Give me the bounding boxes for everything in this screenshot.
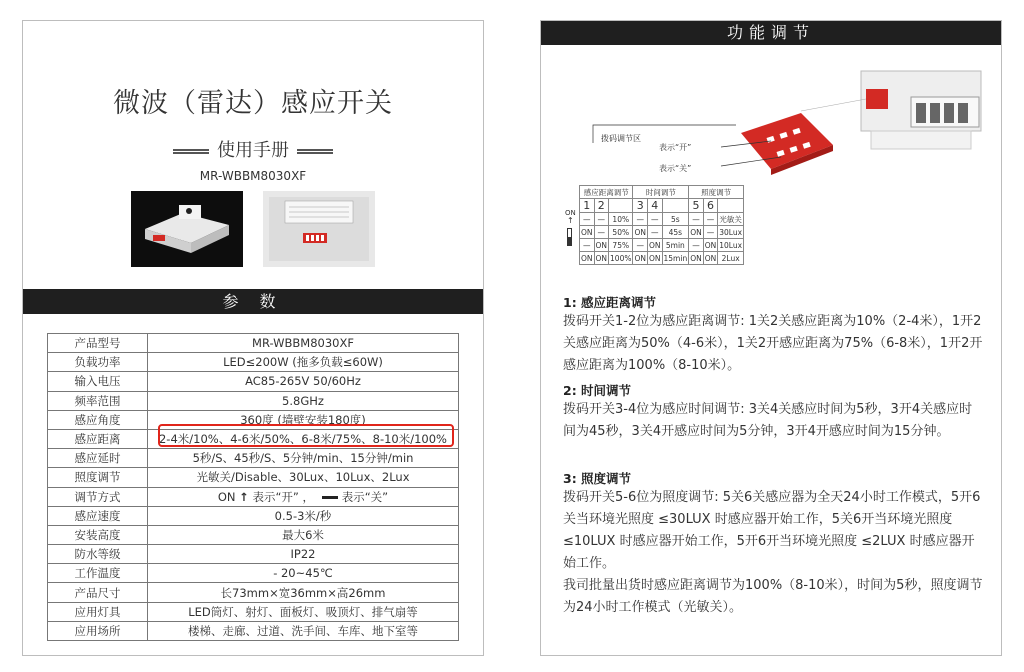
spec-row bbox=[48, 449, 459, 468]
on-meaning: 表示“开” bbox=[252, 489, 299, 504]
spec-value: 0.5-3米/秒 bbox=[148, 506, 459, 525]
section-1-text: 拨码开关1-2位为感应距离调节: 1关2关感应距离为10%（2-4米），1开2关感应距离为50%（4-6米），1关2开感应距离为75%（6-8米），1开2开感应距离为100%（8-10米）。 bbox=[563, 314, 983, 373]
spec-value: IP22 bbox=[148, 545, 459, 564]
spec-row bbox=[48, 391, 459, 410]
switch-graphic bbox=[567, 228, 572, 246]
separator: ， bbox=[302, 489, 315, 504]
spec-value: 5秒/S、45秒/S、5分钟/min、15分钟/min bbox=[148, 449, 459, 468]
spec-key: 感应速度 bbox=[48, 506, 148, 525]
spec-value: 360度 (墙壁安装180度) bbox=[148, 410, 459, 429]
dip-row bbox=[580, 252, 744, 265]
spec-value: 光敏关/Disable、30Lux、10Lux、2Lux bbox=[148, 468, 459, 487]
dip-cell: 光敏关 bbox=[719, 214, 742, 224]
dip-cell: — bbox=[594, 213, 609, 226]
switch-on-label: ON bbox=[565, 209, 576, 217]
dip-number bbox=[609, 199, 633, 213]
section-1-title: 1: 感应距离调节 bbox=[563, 295, 657, 310]
section-3-text: 拨码开关5-6位为照度调节: 5关6关感应器为全天24小时工作模式，5开6关当环境光照度 ≤30LUX 时感应器开始工作，5关6开当环境光照度 ≤10LUX 时感应器开始工作，5开6开当环境光照度 ≤2LUX 时感应器开始工作。 bbox=[563, 490, 981, 571]
dip-cell: ON bbox=[704, 253, 717, 263]
dip-cell: ON bbox=[649, 240, 661, 250]
dip-cell: — bbox=[594, 226, 609, 239]
on-text: ON bbox=[217, 489, 236, 504]
dip-cell: 5s bbox=[662, 213, 689, 226]
spec-table bbox=[47, 333, 459, 641]
dip-cell: ON bbox=[595, 240, 608, 250]
dip-cell: ON bbox=[634, 253, 646, 263]
on-label: 表示“开” bbox=[659, 143, 692, 152]
dip-cell: ON bbox=[690, 227, 702, 237]
spec-key: 应用灯具 bbox=[48, 602, 148, 621]
spec-key: 防水等级 bbox=[48, 545, 148, 564]
spec-row bbox=[48, 487, 459, 506]
dip-cell: 15min bbox=[663, 253, 688, 263]
dip-number: 5 bbox=[689, 199, 704, 213]
dip-group-row bbox=[580, 186, 744, 199]
manual-subtitle bbox=[23, 136, 483, 162]
dip-cell: 10Lux bbox=[719, 240, 743, 250]
spec-value: 楼梯、走廊、过道、洗手间、车库、地下室等 bbox=[148, 621, 459, 640]
spec-key: 产品型号 bbox=[48, 334, 148, 353]
dip-number-row bbox=[580, 199, 744, 213]
dip-cell: 10% bbox=[609, 213, 633, 226]
dip-cell: 5min bbox=[662, 239, 689, 252]
spec-value: - 20~45℃ bbox=[148, 564, 459, 583]
spec-row bbox=[48, 468, 459, 487]
spec-value bbox=[148, 487, 459, 506]
section-2-title: 2: 时间调节 bbox=[563, 383, 632, 398]
product-photo-label bbox=[263, 191, 375, 267]
spec-key: 感应角度 bbox=[48, 410, 148, 429]
spec-row bbox=[48, 602, 459, 621]
dip-settings-table bbox=[579, 185, 744, 265]
dip-row bbox=[580, 213, 744, 226]
spec-row bbox=[48, 372, 459, 391]
dip-cell: ON bbox=[595, 253, 608, 263]
dip-number: 1 bbox=[580, 199, 595, 213]
dip-row bbox=[580, 226, 744, 239]
arrow-up-icon: ↑ bbox=[239, 489, 249, 504]
dip-cell: — bbox=[633, 239, 648, 252]
spec-key: 负载功率 bbox=[48, 353, 148, 372]
spec-key: 感应延时 bbox=[48, 449, 148, 468]
spec-key: 照度调节 bbox=[48, 468, 148, 487]
dip-cell: 45s bbox=[662, 226, 689, 239]
spec-row bbox=[48, 353, 459, 372]
function-page bbox=[540, 20, 1002, 656]
dip-cell: 50% bbox=[609, 226, 633, 239]
spec-key: 调节方式 bbox=[48, 487, 148, 506]
spec-row bbox=[48, 525, 459, 544]
dip-number: 2 bbox=[594, 199, 609, 213]
dip-cell: ON bbox=[581, 253, 593, 263]
dip-cell: ON bbox=[690, 253, 702, 263]
dip-cell: — bbox=[703, 213, 718, 226]
dip-number: 3 bbox=[633, 199, 648, 213]
subtitle-text: 使用手册 bbox=[217, 140, 289, 161]
dip-cell: — bbox=[633, 213, 648, 226]
spec-row bbox=[48, 506, 459, 525]
spec-value: 5.8GHz bbox=[148, 391, 459, 410]
dip-row bbox=[580, 239, 744, 252]
spec-key: 安装高度 bbox=[48, 525, 148, 544]
dip-cell: 75% bbox=[609, 239, 633, 252]
spec-value: LED筒灯、射灯、面板灯、吸顶灯、排气扇等 bbox=[148, 602, 459, 621]
factory-default-text: 我司批量出货时感应距离调节为100%（8-10米），时间为5秒，照度调节为24小时工作模式（光敏关）。 bbox=[563, 578, 983, 615]
dip-cell: 30Lux bbox=[719, 227, 743, 237]
dip-cell: — bbox=[703, 226, 718, 239]
highlight-box bbox=[158, 424, 454, 447]
spec-row bbox=[48, 545, 459, 564]
spec-key: 感应距离 bbox=[48, 429, 148, 448]
spec-key: 输入电压 bbox=[48, 372, 148, 391]
spec-row bbox=[48, 621, 459, 640]
dip-cell: ON bbox=[649, 253, 661, 263]
spec-key: 产品尺寸 bbox=[48, 583, 148, 602]
dip-cell: 2Lux bbox=[718, 252, 744, 265]
dip-cell: — bbox=[689, 213, 704, 226]
product-photo-front bbox=[131, 191, 243, 267]
dip-number bbox=[718, 199, 744, 213]
dip-cell: — bbox=[648, 213, 663, 226]
spec-value: LED≤200W (拖多负载≤60W) bbox=[148, 353, 459, 372]
dip-number: 6 bbox=[703, 199, 718, 213]
spec-key: 频率范围 bbox=[48, 391, 148, 410]
spec-row bbox=[48, 583, 459, 602]
manual-cover-page bbox=[22, 20, 484, 656]
spec-row bbox=[48, 564, 459, 583]
dip-number bbox=[662, 199, 689, 213]
dip-cell: — bbox=[648, 226, 663, 239]
decor-bar-right bbox=[297, 149, 333, 154]
dip-switch-illustration bbox=[571, 61, 991, 186]
dip-group-header: 照度调节 bbox=[689, 186, 744, 199]
spec-value: AC85-265V 50/60Hz bbox=[148, 372, 459, 391]
dip-number: 4 bbox=[648, 199, 663, 213]
spec-value: 2-4米/10%、4-6米/50%、6-8米/75%、8-10米/100% bbox=[148, 429, 459, 448]
dip-cell: ON bbox=[704, 240, 717, 250]
dip-group-header: 感应距离调节 bbox=[580, 186, 633, 199]
spec-value: 最大6米 bbox=[148, 525, 459, 544]
dip-cell: — bbox=[580, 213, 595, 226]
dip-cell: 100% bbox=[610, 253, 632, 263]
dash-icon bbox=[322, 496, 338, 499]
spec-value: 长73mm×宽36mm×高26mm bbox=[148, 583, 459, 602]
off-label: 表示“关” bbox=[659, 164, 692, 173]
dip-cell: ON bbox=[634, 227, 646, 237]
function-banner: 功能调节 bbox=[541, 21, 1001, 45]
dip-cell: — bbox=[580, 239, 595, 252]
spec-value: MR-WBBM8030XF bbox=[148, 334, 459, 353]
spec-row bbox=[48, 334, 459, 353]
dip-area-label: 拨码调节区 bbox=[601, 134, 641, 143]
section-3-title: 3: 照度调节 bbox=[563, 471, 632, 486]
spec-key: 应用场所 bbox=[48, 621, 148, 640]
spec-key: 工作温度 bbox=[48, 564, 148, 583]
dip-cell: — bbox=[689, 239, 704, 252]
model-number: MR-WBBM8030XF bbox=[199, 169, 307, 183]
dip-group-header: 时间调节 bbox=[633, 186, 689, 199]
params-banner: 参 数 bbox=[23, 289, 483, 314]
section-2-text: 拨码开关3-4位为感应时间调节: 3关4关感应时间为5秒，3开4关感应时间为45秒，3关4开感应时间为5分钟，3开4开感应时间为15分钟。 bbox=[563, 402, 973, 439]
decor-bar-left bbox=[173, 149, 209, 154]
dip-cell: ON bbox=[581, 227, 593, 237]
switch-arrow-icon: ↑ bbox=[567, 216, 574, 225]
manual-title: 微波（雷达）感应开关 bbox=[113, 88, 393, 119]
off-meaning: 表示“关” bbox=[341, 489, 389, 504]
